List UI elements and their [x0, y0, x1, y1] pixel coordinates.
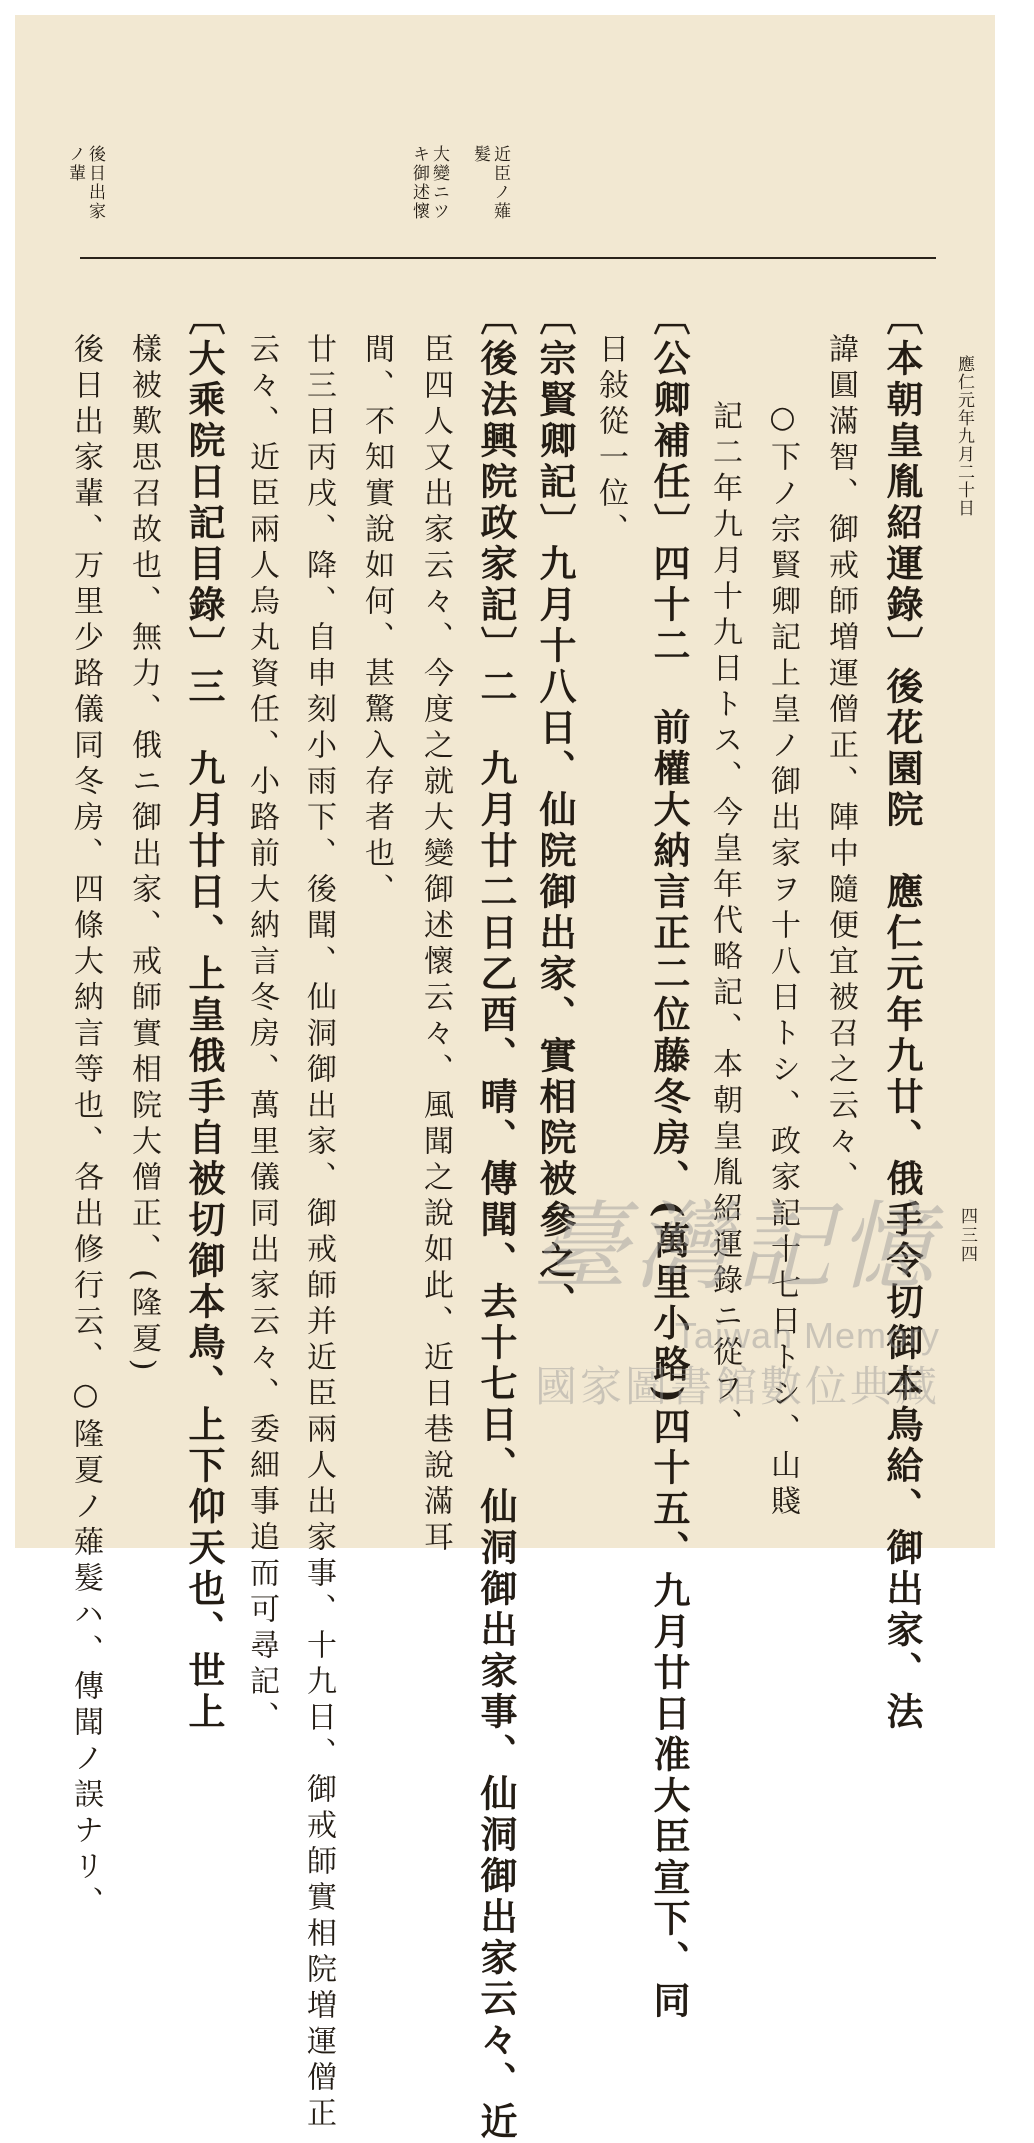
- headnote-line: 大變ニツ: [429, 145, 449, 221]
- text-column: 臣四人又出家云々、今度之就大變御述懷云々、風聞之說如此、近日巷說滿耳: [418, 333, 453, 1557]
- text-column: ○下ノ宗賢卿記上皇ノ御出家ヲ十八日トシ、政家記十七日トシ、山賤: [765, 400, 800, 1521]
- text-column: 〔本朝皇胤紹運錄〕後花園院 應仁元年九廿、俄手令切御本鳥給、御出家、法: [880, 298, 924, 1733]
- watermark-agency: 國家圖書館數位典藏: [534, 1363, 940, 1410]
- watermark-title: 臺灣記憶: [532, 1194, 940, 1301]
- headnote: [407, 145, 447, 221]
- headnote: [468, 145, 508, 221]
- text-column: 諱圓滿智、御戒師増運僧正、陣中隨便宜被召之云々、: [823, 333, 858, 1197]
- headnote-line: 近臣ノ薙: [490, 145, 510, 221]
- text-column: 〔公卿補任〕四十二 前權大納言正二位藤冬房、(萬里小路)四十五、九月廿日准大臣宣下、同: [647, 298, 691, 2023]
- watermark-english: Taiwan Memory: [674, 1315, 940, 1356]
- headnote-line: 後日出家: [85, 145, 105, 221]
- page-number: 四三四: [957, 1207, 977, 1264]
- text-column: 〔大乘院日記目錄〕三 九月廿日、上皇俄手自被切御本鳥、上下仰天也、世上: [182, 298, 226, 1733]
- running-head: 應仁元年九月二十日: [954, 355, 974, 517]
- library-watermark: [440, 1194, 940, 1425]
- text-column: 後日出家輩、万里少路儀同冬房、四條大納言等也、各出修行云、○隆夏ノ薙髮ハ、傳聞ノ誤ナリ、: [68, 333, 103, 1922]
- text-column: 〔後法興院政家記〕二 九月廿二日乙酉、晴、傳聞、去十七日、仙洞御出家事、仙洞御出家云々、近: [474, 298, 518, 2143]
- text-column: 間、不知實說如何、甚驚入存者也、: [359, 333, 394, 909]
- headnote-line: 髮: [470, 145, 490, 164]
- text-column: 樣被歎思召故也、無力、俄ニ御出家、戒師實相院大僧正、(隆夏): [126, 333, 161, 1377]
- text-column: 記二年九月十九日トス、今皇年代略記、本朝皇胤紹運錄ニ從フ、: [707, 400, 742, 1444]
- text-column: 〔宗賢卿記〕九月十八日、仙院御出家、實相院被參之、: [533, 298, 577, 1323]
- headnote: [63, 145, 103, 221]
- text-column: 廿三日丙戌、降、自申刻小雨下、後聞、仙洞御出家、御戒師并近臣兩人出家事、十九日、御戒師實相院増運僧正: [301, 333, 336, 2133]
- header-rule: [80, 257, 936, 259]
- text-column: 云々、近臣兩人烏丸資任、小路前大納言冬房、萬里儀同出家云々、委細事追而可尋記、: [244, 333, 279, 1737]
- text-column: 日敍從一位、: [593, 333, 628, 549]
- headnote-line: ノ輩: [65, 145, 85, 183]
- headnote-line: キ御述懷: [409, 145, 429, 221]
